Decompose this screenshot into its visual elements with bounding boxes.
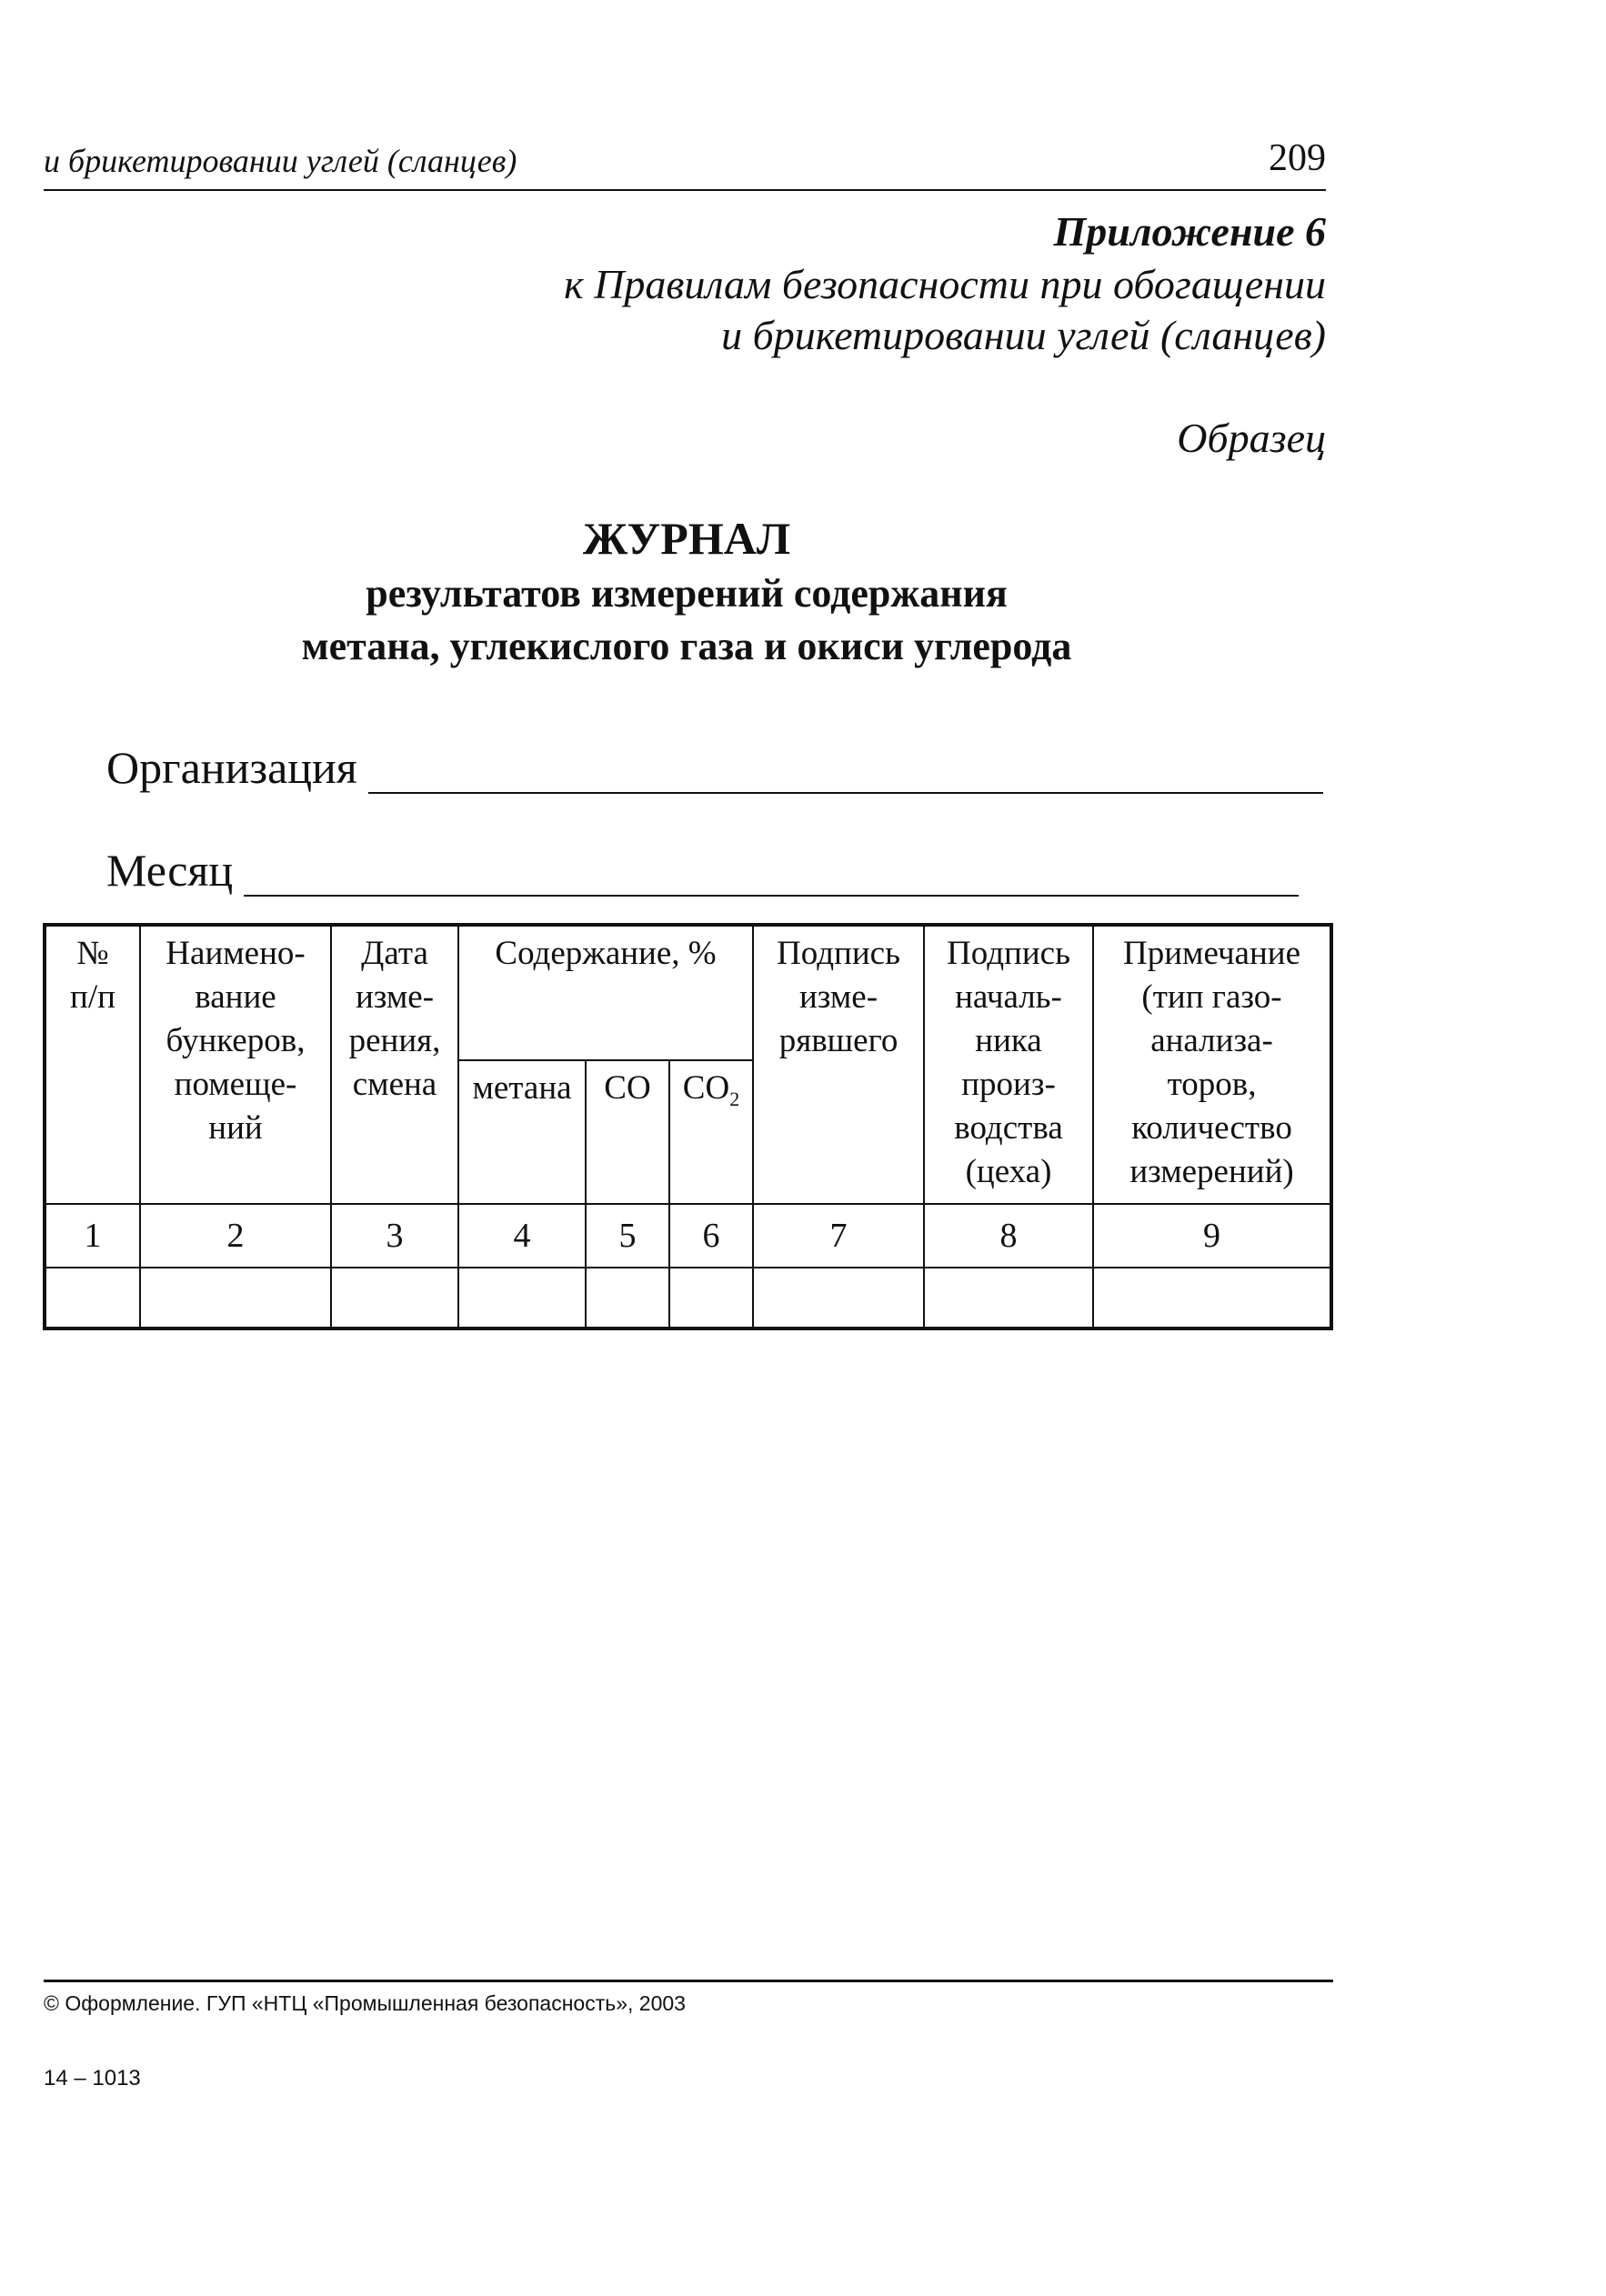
header-col-number: № п/п xyxy=(45,925,140,1204)
appendix-line-2: и брикетировании углей (сланцев) xyxy=(721,312,1326,358)
column-number: 1 xyxy=(45,1204,140,1268)
title-main: ЖУРНАЛ xyxy=(582,513,791,564)
header-col-chief-signature: Подпись началь- ника произ- водства (цеха) xyxy=(924,925,1093,1204)
column-number: 8 xyxy=(924,1204,1093,1268)
page-number: 209 xyxy=(1269,137,1326,179)
month-fill-line[interactable] xyxy=(244,858,1299,897)
column-number: 3 xyxy=(331,1204,458,1268)
column-number: 2 xyxy=(140,1204,331,1268)
empty-cell[interactable] xyxy=(331,1268,458,1328)
column-number: 4 xyxy=(458,1204,586,1268)
header-col-date: Дата изме- рения, смена xyxy=(331,925,458,1204)
empty-entry-row xyxy=(45,1268,1331,1328)
column-number: 5 xyxy=(586,1204,669,1268)
organization-fill-line[interactable] xyxy=(368,756,1323,794)
header-col-measurer-signature: Подпись изме- рявшего xyxy=(753,925,924,1204)
empty-cell[interactable] xyxy=(924,1268,1093,1328)
header-row-1 xyxy=(45,925,1331,1060)
copyright-notice: © Оформление. ГУП «НТЦ «Промышленная безопасность», 2003 xyxy=(44,1991,686,2015)
column-number: 9 xyxy=(1093,1204,1331,1268)
header-sub-co2: $CO_2$ xyxy=(669,1060,753,1204)
appendix-line-1: к Правилам безопасности при обогащении xyxy=(564,261,1326,307)
empty-cell[interactable] xyxy=(669,1268,753,1328)
appendix-number: Приложение 6 xyxy=(1053,208,1326,255)
empty-cell[interactable] xyxy=(140,1268,331,1328)
appendix-block xyxy=(564,205,1326,361)
month-label: Месяц xyxy=(106,845,234,896)
print-code: 14 – 1013 xyxy=(44,2066,141,2090)
running-header xyxy=(44,136,1326,191)
header-content-group: Содержание, % xyxy=(458,925,753,1060)
organization-label: Организация xyxy=(106,742,357,793)
column-number-row xyxy=(45,1204,1331,1268)
header-col-name: Наимено- вание бункеров, помеще- ний xyxy=(140,925,331,1204)
document-title xyxy=(0,509,1373,673)
empty-cell[interactable] xyxy=(458,1268,586,1328)
empty-cell[interactable] xyxy=(1093,1268,1331,1328)
header-sub-methane: метана xyxy=(458,1060,586,1204)
running-title: и брикетировании углей (сланцев) xyxy=(44,143,517,179)
column-number: 6 xyxy=(669,1204,753,1268)
empty-cell[interactable] xyxy=(45,1268,140,1328)
header-col-note: Примечание (тип газо- анализа- торов, количество измерений) xyxy=(1093,925,1331,1204)
footer-divider xyxy=(44,1980,1333,1982)
header-sub-co: CO xyxy=(586,1060,669,1204)
sample-label: Образец xyxy=(1177,415,1326,461)
title-line-2: метана, углекислого газа и окиси углерода xyxy=(301,624,1072,668)
empty-cell[interactable] xyxy=(586,1268,669,1328)
title-line-1: результатов измерений содержания xyxy=(366,571,1008,616)
organization-field xyxy=(106,741,1323,794)
empty-cell[interactable] xyxy=(753,1268,924,1328)
journal-table xyxy=(43,923,1333,1330)
month-field xyxy=(106,844,1299,897)
column-number: 7 xyxy=(753,1204,924,1268)
